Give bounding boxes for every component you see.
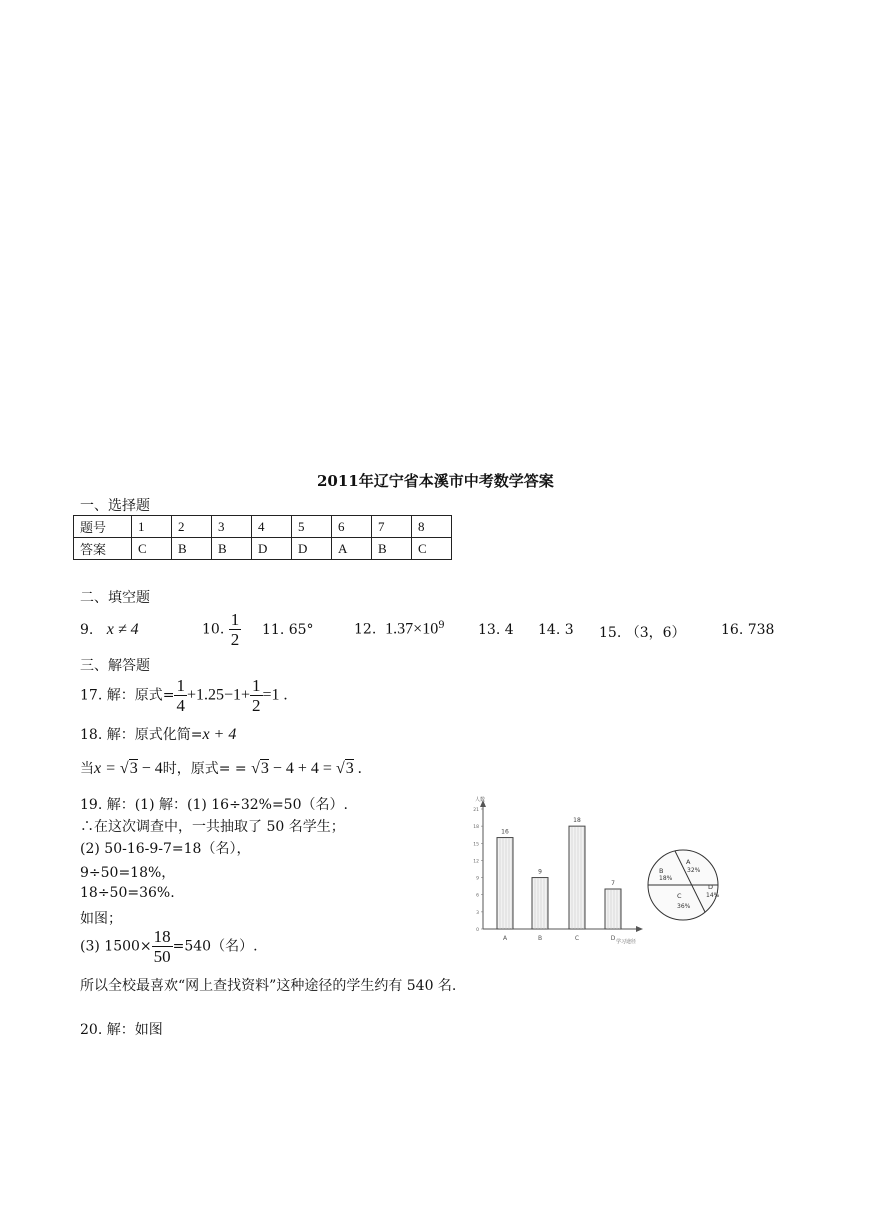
solution-text: =1 . <box>262 686 288 704</box>
solution-text: − 4 + 4 = <box>268 760 336 777</box>
x-tick-label: A <box>502 935 508 942</box>
radicand: 3 <box>345 760 354 777</box>
answer-15: 15. （3，6） <box>599 625 686 641</box>
answer-16: 16. 738 <box>721 622 775 638</box>
bar <box>497 838 513 929</box>
answer-number: 10. <box>202 621 225 638</box>
y-tick-label: 18 <box>473 825 479 831</box>
y-tick-label: 21 <box>473 808 479 813</box>
section1-heading: 一、选择题 <box>80 498 150 514</box>
solution-text: − 4 <box>137 760 163 777</box>
sqrt-sign: √ <box>335 760 345 777</box>
y-tick-label: 6 <box>476 893 479 899</box>
table-row <box>74 538 452 560</box>
answer-number: 12. <box>354 621 377 638</box>
solution-19-line: (2) 50-16-9-7=18（名）， <box>80 841 251 857</box>
bar-data-label: 9 <box>538 868 542 876</box>
solution-18-line2 <box>80 758 362 778</box>
x-axis-label: 学习途径 <box>616 939 637 945</box>
answer-table <box>73 515 452 560</box>
solution-text: . <box>353 760 362 777</box>
section2-heading: 二、填空题 <box>80 590 150 606</box>
fraction-denominator: 2 <box>230 630 240 649</box>
bar <box>569 826 585 929</box>
fraction-numerator: 1 <box>176 676 185 695</box>
table-cell: C <box>132 538 172 560</box>
solution-19-line: 如图； <box>80 911 122 927</box>
solution-20: 20. 解：如图 <box>80 1022 163 1038</box>
answer-expression: x ≠ 4 <box>106 621 139 638</box>
table-cell: C <box>412 538 452 560</box>
solution-19-line: ∴在这次调查中，一共抽取了 50 名学生； <box>80 819 345 835</box>
table-cell: B <box>212 538 252 560</box>
table-cell: 3 <box>212 516 252 538</box>
solution-17 <box>80 676 288 715</box>
solution-text: (3) 1500× <box>80 938 152 955</box>
table-cell: 5 <box>292 516 332 538</box>
y-tick-label: 12 <box>473 859 479 865</box>
pie-slice-label: B <box>659 867 664 875</box>
fraction <box>229 610 242 649</box>
solution-expression: x = <box>94 760 120 777</box>
answer-12 <box>354 620 445 639</box>
y-tick-label: 15 <box>473 842 479 848</box>
table-row <box>74 516 452 538</box>
table-cell: 8 <box>412 516 452 538</box>
answer-14: 14. 3 <box>538 622 574 638</box>
solution-text: +1.25−1+ <box>186 686 251 704</box>
bar <box>605 889 621 929</box>
pie-slice-percent: 36% <box>677 903 691 910</box>
y-tick-label: 9 <box>476 876 479 882</box>
exponent: 9 <box>438 620 445 631</box>
fraction-denominator: 2 <box>252 696 261 715</box>
fraction <box>152 927 173 966</box>
fraction-denominator: 4 <box>176 696 185 715</box>
y-axis-label: 人数 <box>475 797 486 803</box>
table-cell: A <box>332 538 372 560</box>
pie-slice-label: D <box>708 883 714 891</box>
answer-9 <box>80 621 139 639</box>
answer-11: 11. 65° <box>262 622 314 638</box>
y-tick-label: 0 <box>476 928 479 933</box>
answer-expression: 1.37×10 <box>385 620 439 638</box>
answer-number: 9. <box>80 622 94 638</box>
table-cell: 7 <box>372 516 412 538</box>
radicand: 3 <box>260 760 269 777</box>
solution-expression: x + 4 <box>202 726 237 743</box>
pie-slice-label: A <box>686 858 691 866</box>
solution-18-line1 <box>80 724 236 744</box>
x-tick-label: D <box>610 935 616 942</box>
answer-13: 13. 4 <box>478 622 514 638</box>
table-cell: 2 <box>172 516 212 538</box>
sqrt-sign: √ <box>251 760 260 777</box>
table-cell: 6 <box>332 516 372 538</box>
solution-text: =540（名）. <box>172 938 258 955</box>
table-cell: 答案 <box>74 538 132 560</box>
fraction-numerator: 1 <box>230 610 240 629</box>
solution-19-line: 19. 解：(1) 解：(1) 16÷32%=50（名）. <box>80 797 348 813</box>
table-cell: 1 <box>132 516 172 538</box>
pie-slice-percent: 18% <box>659 875 673 882</box>
bar-data-label: 18 <box>573 817 581 825</box>
pie-slice-label: C <box>677 892 682 900</box>
pie-slice-percent: 32% <box>687 867 701 874</box>
page-title: 2011年辽宁省本溪市中考数学答案 <box>317 472 554 490</box>
solution-19-line: 所以全校最喜欢“网上查找资料”这种途径的学生约有 540 名. <box>80 978 457 994</box>
answer-10 <box>202 610 241 649</box>
y-tick-label: 3 <box>476 910 479 916</box>
fraction <box>174 676 187 715</box>
radicand: 3 <box>129 760 138 777</box>
x-axis-arrow <box>636 926 643 932</box>
fraction-denominator: 50 <box>153 947 171 966</box>
solution-text: 当 <box>80 761 94 777</box>
sqrt-sign: √ <box>119 760 129 777</box>
solution-19-line: 18÷50=36%. <box>80 885 175 901</box>
table-cell: B <box>372 538 412 560</box>
table-cell: D <box>292 538 332 560</box>
bar-and-pie-chart <box>466 795 726 950</box>
fraction-numerator: 18 <box>153 927 171 946</box>
x-tick-label: B <box>537 935 543 942</box>
solution-19-line <box>80 927 258 966</box>
fraction-numerator: 1 <box>252 676 261 695</box>
pie-slice-percent: 14% <box>706 892 720 899</box>
bar-data-label: 16 <box>501 828 509 836</box>
chart-figure <box>466 795 726 954</box>
bar-data-label: 7 <box>611 880 615 887</box>
solution-text: 17. 解：原式= <box>80 687 175 704</box>
x-tick-label: C <box>574 935 580 942</box>
solution-text: 时，原式= = <box>162 761 252 777</box>
section3-heading: 三、解答题 <box>80 658 150 674</box>
solution-text: 18. 解：原式化简= <box>80 727 203 743</box>
fraction <box>250 676 263 715</box>
table-cell: 题号 <box>74 516 132 538</box>
table-cell: B <box>172 538 212 560</box>
table-cell: 4 <box>252 516 292 538</box>
solution-19-line: 9÷50=18%， <box>80 865 176 881</box>
table-cell: D <box>252 538 292 560</box>
bar <box>532 878 548 929</box>
